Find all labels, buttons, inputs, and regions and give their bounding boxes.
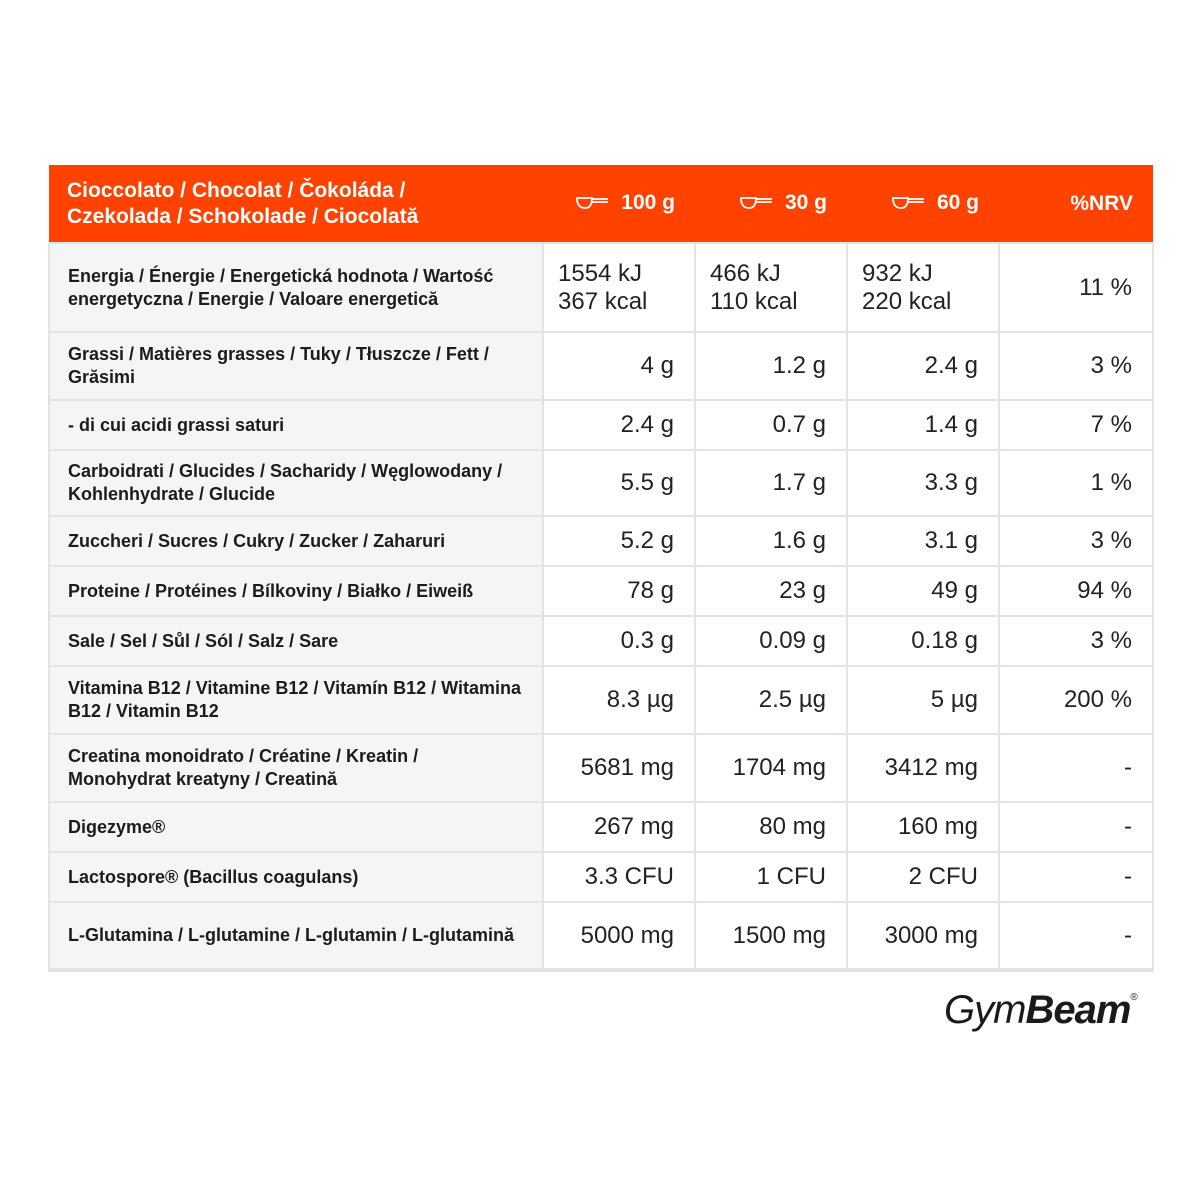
value-nrv: 7 % xyxy=(999,400,1153,450)
value-100g: 4 g xyxy=(543,332,695,400)
value-nrv: - xyxy=(999,852,1153,902)
value-30g: 1.7 g xyxy=(695,450,847,516)
value-30g: 23 g xyxy=(695,566,847,616)
gymbeam-logo xyxy=(944,988,1154,1036)
value-100g: 5.2 g xyxy=(543,516,695,566)
row-label: Proteine / Protéines / Bílkoviny / Białko / Eiweiß xyxy=(49,566,543,616)
value-100g: 5681 mg xyxy=(543,734,695,802)
scoop-icon xyxy=(891,192,925,216)
table-row xyxy=(49,666,1153,734)
table-row xyxy=(49,902,1153,970)
column-header-60g xyxy=(847,165,999,243)
value-100g: 3.3 CFU xyxy=(543,852,695,902)
table-row xyxy=(49,852,1153,902)
column-label-60g: 60 g xyxy=(936,191,979,215)
value-nrv: 3 % xyxy=(999,516,1153,566)
table-row xyxy=(49,734,1153,802)
scoop-icon xyxy=(575,192,609,216)
value-60g xyxy=(847,243,999,332)
value-30g xyxy=(695,243,847,332)
value-nrv: 11 % xyxy=(999,243,1153,332)
value-kcal: 367 kcal xyxy=(558,287,648,315)
row-label: - di cui acidi grassi saturi xyxy=(49,400,543,450)
flavor-title-line1: Cioccolato / Chocolat / Čokoláda / xyxy=(67,178,406,202)
table-row xyxy=(49,450,1153,516)
value-100g: 8.3 µg xyxy=(543,666,695,734)
column-header-100g xyxy=(543,165,695,243)
value-30g: 80 mg xyxy=(695,802,847,852)
row-label: L-Glutamina / L-glutamine / L-glutamin / L-glutamină xyxy=(49,902,543,970)
table-row xyxy=(49,400,1153,450)
value-60g: 5 µg xyxy=(847,666,999,734)
value-30g: 1.2 g xyxy=(695,332,847,400)
value-kj: 932 kJ xyxy=(862,259,933,287)
value-30g: 1500 mg xyxy=(695,902,847,970)
column-header-30g xyxy=(695,165,847,243)
logo-part-gym: Gym xyxy=(944,988,1026,1032)
value-30g: 0.09 g xyxy=(695,616,847,666)
table-row xyxy=(49,243,1153,332)
value-100g: 0.3 g xyxy=(543,616,695,666)
table-header-row xyxy=(49,165,1153,243)
logo-part-beam: Beam xyxy=(1025,988,1131,1032)
scoop-icon xyxy=(739,192,773,216)
table-row xyxy=(49,566,1153,616)
table-row xyxy=(49,516,1153,566)
value-60g: 3.3 g xyxy=(847,450,999,516)
value-100g: 78 g xyxy=(543,566,695,616)
row-label: Carboidrati / Glucides / Sacharidy / Węglowodany / Kohlenhydrate / Glucide xyxy=(49,450,543,516)
value-100g: 5.5 g xyxy=(543,450,695,516)
value-60g: 160 mg xyxy=(847,802,999,852)
value-60g: 2.4 g xyxy=(847,332,999,400)
value-nrv: 3 % xyxy=(999,332,1153,400)
value-100g: 2.4 g xyxy=(543,400,695,450)
value-30g: 2.5 µg xyxy=(695,666,847,734)
value-nrv: 1 % xyxy=(999,450,1153,516)
value-30g: 1704 mg xyxy=(695,734,847,802)
value-60g: 3412 mg xyxy=(847,734,999,802)
value-kj: 466 kJ xyxy=(710,259,781,287)
value-60g: 3.1 g xyxy=(847,516,999,566)
row-label: Vitamina B12 / Vitamine B12 / Vitamín B12 / Witamina B12 / Vitamin B12 xyxy=(49,666,543,734)
column-label-30g: 30 g xyxy=(784,191,827,215)
column-label-100g: 100 g xyxy=(621,191,675,215)
value-60g: 1.4 g xyxy=(847,400,999,450)
value-100g: 5000 mg xyxy=(543,902,695,970)
value-nrv: - xyxy=(999,734,1153,802)
value-60g: 2 CFU xyxy=(847,852,999,902)
row-label: Digezyme® xyxy=(49,802,543,852)
registered-mark: ® xyxy=(1130,992,1137,1003)
value-60g: 0.18 g xyxy=(847,616,999,666)
value-30g: 1 CFU xyxy=(695,852,847,902)
value-kcal: 220 kcal xyxy=(862,287,952,315)
row-label: Creatina monoidrato / Créatine / Kreatin / Monohydrat kreatyny / Creatină xyxy=(49,734,543,802)
row-label: Energia / Énergie / Energetická hodnota / Wartość energetyczna / Energie / Valoare energetică xyxy=(49,243,543,332)
row-label: Lactospore® (Bacillus coagulans) xyxy=(49,852,543,902)
value-30g: 1.6 g xyxy=(695,516,847,566)
value-30g: 0.7 g xyxy=(695,400,847,450)
value-60g: 3000 mg xyxy=(847,902,999,970)
value-100g: 267 mg xyxy=(543,802,695,852)
table-row xyxy=(49,332,1153,400)
row-label: Grassi / Matières grasses / Tuky / Tłuszcze / Fett / Grăsimi xyxy=(49,332,543,400)
flavor-title xyxy=(49,165,543,243)
value-nrv: - xyxy=(999,902,1153,970)
nutrition-table xyxy=(48,165,1154,972)
value-nrv: 200 % xyxy=(999,666,1153,734)
value-60g: 49 g xyxy=(847,566,999,616)
row-label: Zuccheri / Sucres / Cukry / Zucker / Zaharuri xyxy=(49,516,543,566)
value-nrv: 3 % xyxy=(999,616,1153,666)
value-kcal: 110 kcal xyxy=(710,287,798,315)
value-kj: 1554 kJ xyxy=(558,259,643,287)
value-100g xyxy=(543,243,695,332)
value-nrv: - xyxy=(999,802,1153,852)
table-row xyxy=(49,616,1153,666)
column-header-nrv: %NRV xyxy=(1070,191,1133,215)
value-nrv: 94 % xyxy=(999,566,1153,616)
row-label: Sale / Sel / Sůl / Sól / Salz / Sare xyxy=(49,616,543,666)
table-row xyxy=(49,802,1153,852)
flavor-title-line2: Czekolada / Schokolade / Ciocolată xyxy=(67,204,419,228)
